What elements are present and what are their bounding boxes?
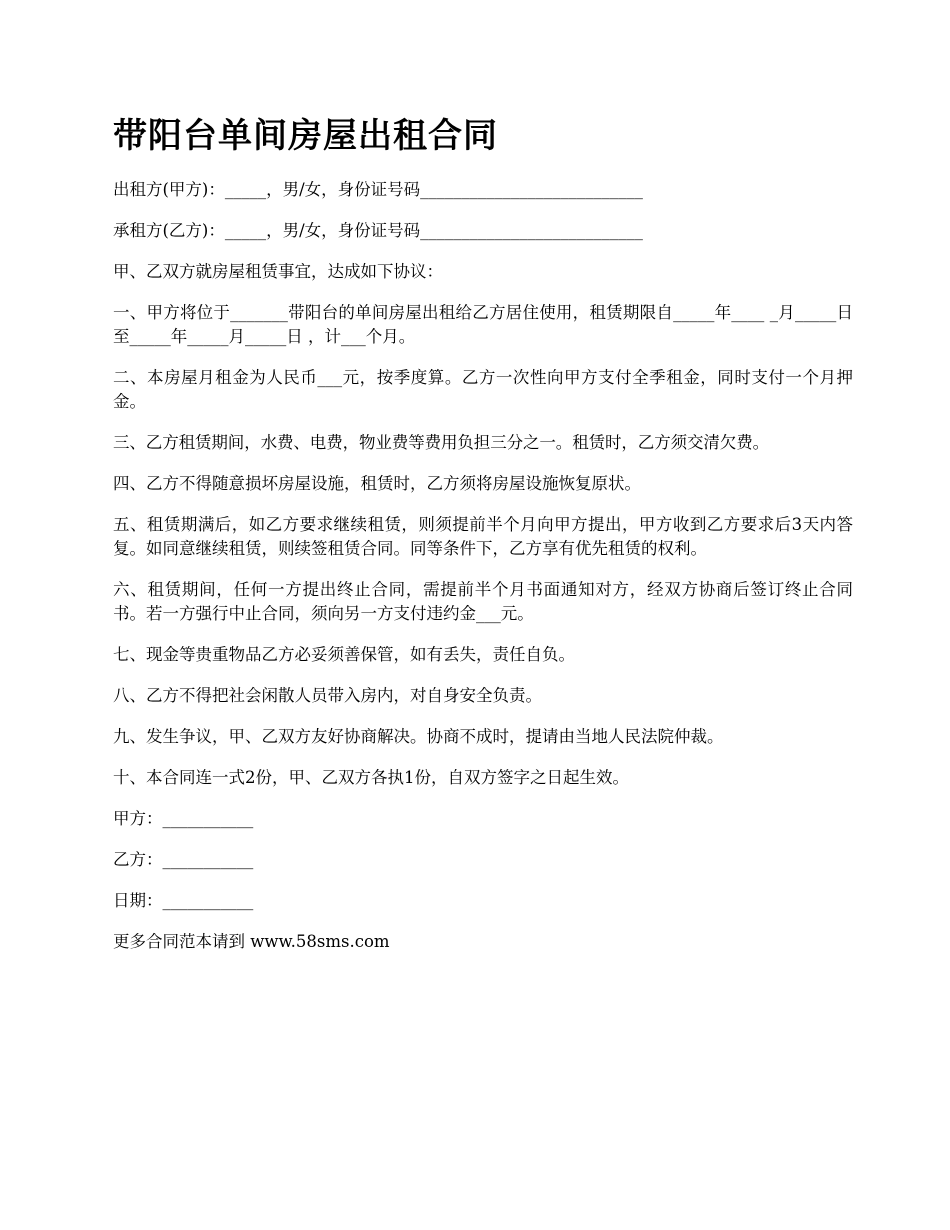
lessor-line: 出租方(甲方)：_____，男/女，身份证号码___________________________ xyxy=(113,180,643,199)
footer-note: 更多合同范本请到 www.58sms.com xyxy=(113,932,390,951)
clause-3: 三、乙方租赁期间，水费、电费，物业费等费用负担三分之一。租赁时，乙方须交清欠费。 xyxy=(113,433,770,452)
date-line: 日期：___________ xyxy=(113,891,254,910)
clause-8: 八、乙方不得把社会闲散人员带入房内，对自身安全负责。 xyxy=(113,686,542,705)
agreement-intro: 甲、乙双方就房屋租赁事宜，达成如下协议： xyxy=(113,262,443,281)
clause-6: 六、租赁期间，任何一方提出终止合同，需提前半个月书面通知对方，经双方协商后签订终止合同书。若一方强行中止合同，须向另一方支付违约金___元。 xyxy=(113,580,853,623)
contract-title: 带阳台单间房屋出租合同 xyxy=(113,116,498,156)
clause-9: 九、发生争议，甲、乙双方友好协商解决。协商不成时，提请由当地人民法院仲裁。 xyxy=(113,727,724,746)
clause-4: 四、乙方不得随意损坏房屋设施，租赁时，乙方须将房屋设施恢复原状。 xyxy=(113,474,641,493)
party-b-signature: 乙方：___________ xyxy=(113,850,254,869)
clause-5: 五、租赁期满后，如乙方要求继续租赁，则须提前半个月向甲方提出，甲方收到乙方要求后3天内答复。如同意继续租赁，则续签租赁合同。同等条件下，乙方享有优先租赁的权利。 xyxy=(113,515,853,558)
clause-10: 十、本合同连一式2份，甲、乙双方各执1份，自双方签字之日起生效。 xyxy=(113,768,629,787)
clause-1: 一、甲方将位于_______带阳台的单间房屋出租给乙方居住使用，租赁期限自_____年____ _月_____日 至_____年_____月_____日 ，计___个月。 xyxy=(113,303,853,346)
clause-2: 二、本房屋月租金为人民币___元，按季度算。乙方一次性向甲方支付全季租金，同时支付一个月押金。 xyxy=(113,368,853,411)
lessee-line: 承租方(乙方)：_____，男/女，身份证号码___________________________ xyxy=(113,221,643,240)
clause-7: 七、现金等贵重物品乙方必妥须善保管，如有丢失，责任自负。 xyxy=(113,645,575,664)
contract-body xyxy=(113,178,853,971)
party-a-signature: 甲方：___________ xyxy=(113,809,254,828)
